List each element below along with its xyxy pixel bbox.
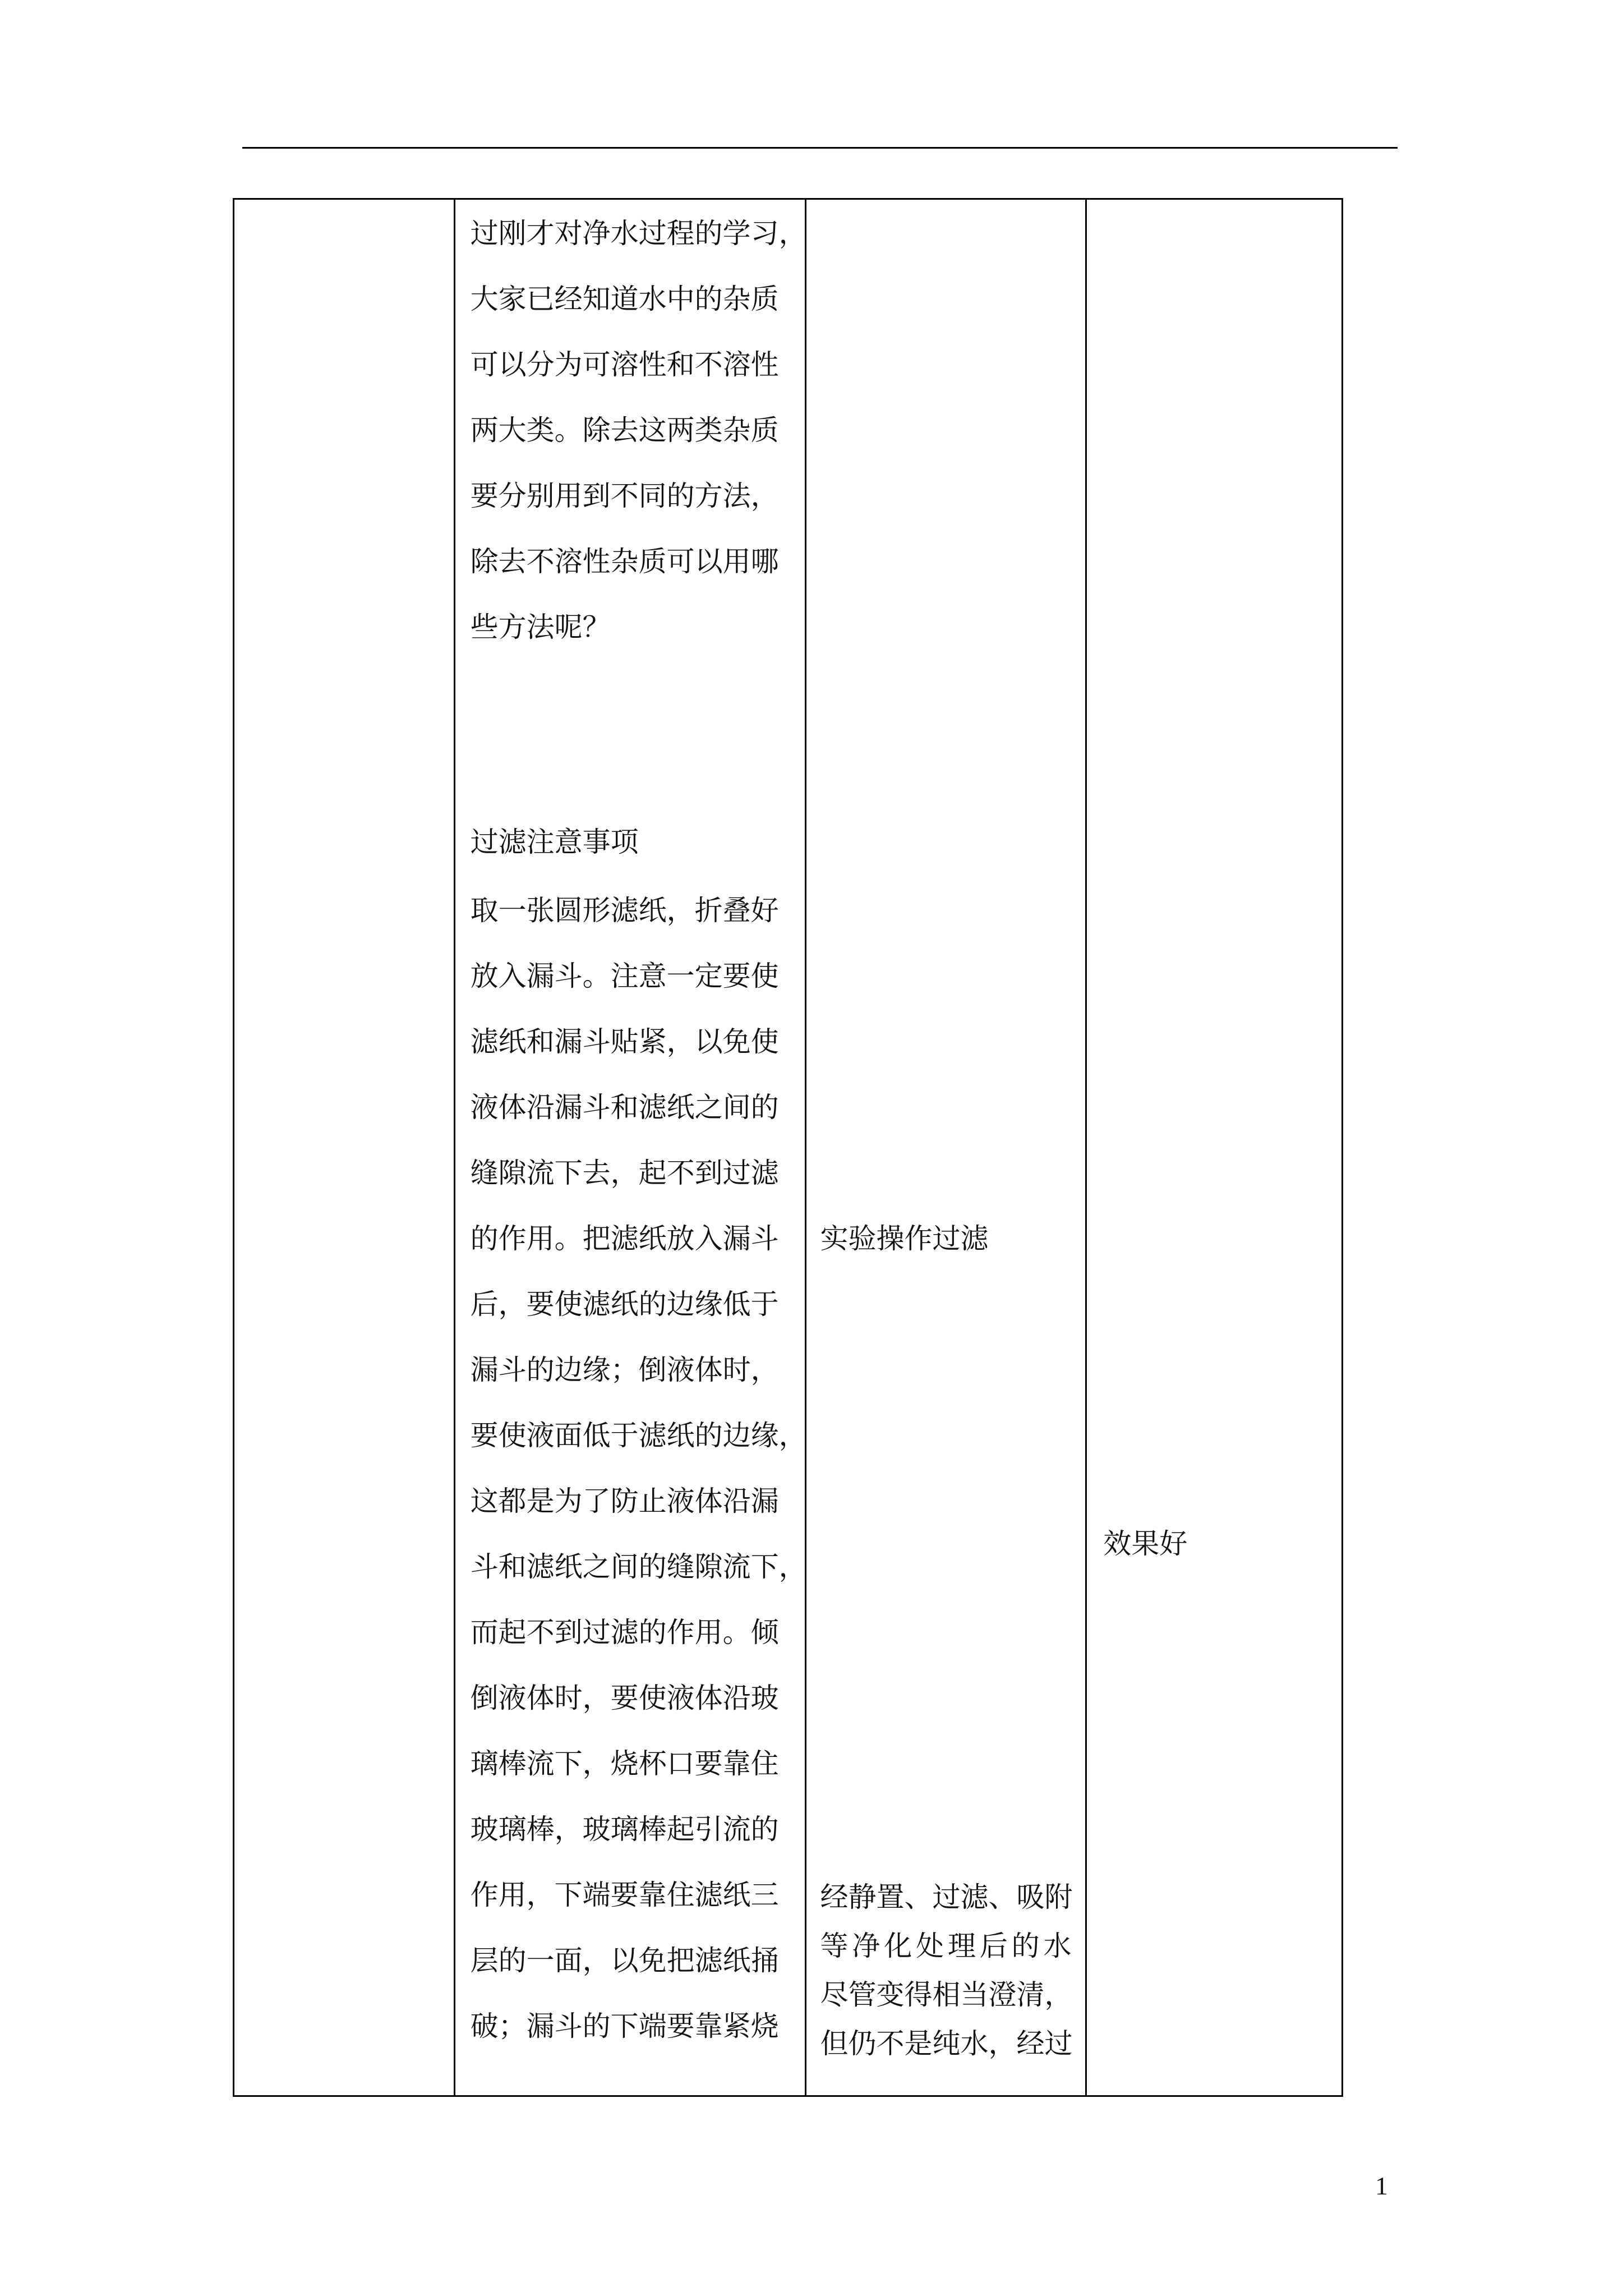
- text-line: 液体沿漏斗和滤纸之间的: [470, 1091, 779, 1124]
- text-line: 破；漏斗的下端要靠紧烧: [470, 2010, 779, 2042]
- text-line: 过刚才对净水过程的学习，: [470, 217, 807, 250]
- text-line: 玻璃棒，玻璃棒起引流的: [470, 1813, 779, 1846]
- text-line: 斗和滤纸之间的缝隙流下，: [470, 1550, 807, 1583]
- activity-label: 实验操作过滤: [820, 1222, 989, 1255]
- text-line: 放入漏斗。注意一定要使: [470, 960, 779, 992]
- result-label: 效果好: [1103, 1527, 1188, 1560]
- teacher-activity-cell: [454, 199, 805, 2096]
- text-line: 等净化处理后的水: [820, 1930, 1072, 1962]
- text-line: 尽管变得相当澄清，: [820, 1978, 1073, 2011]
- text-line: 而起不到过滤的作用。倾: [470, 1616, 779, 1649]
- text-line: 层的一面，以免把滤纸捅: [470, 1944, 779, 1977]
- empty-cell: [234, 199, 455, 2096]
- page-number: 1: [1375, 2171, 1388, 2200]
- text-line: 但仍不是纯水，经过: [820, 2027, 1073, 2060]
- text-line: 两大类。除去这两类杂质: [470, 414, 779, 447]
- text-line: 漏斗的边缘；倒液体时，: [470, 1354, 779, 1386]
- text-line: 经静置、过滤、吸附: [820, 1881, 1073, 1913]
- text-line: 要分别用到不同的方法，: [470, 480, 779, 512]
- text-line: 些方法呢？: [470, 611, 611, 643]
- lesson-table: [233, 198, 1343, 2097]
- text-line: 倒液体时，要使液体沿玻: [470, 1682, 779, 1714]
- text-line: 作用，下端要靠住滤纸三: [470, 1879, 779, 1911]
- result-cell: [1086, 199, 1343, 2096]
- text-line: 后，要使滤纸的边缘低于: [470, 1288, 779, 1320]
- text-line: 可以分为可溶性和不溶性: [470, 348, 779, 381]
- section-heading: 过滤注意事项: [470, 826, 639, 858]
- text-line: 要使液面低于滤纸的边缘，: [470, 1419, 807, 1452]
- text-line: 滤纸和漏斗贴紧，以免使: [470, 1025, 779, 1058]
- text-line: 大家已经知道水中的杂质: [470, 283, 779, 315]
- text-line: 取一张圆形滤纸，折叠好: [470, 894, 779, 927]
- text-line: 除去不溶性杂质可以用哪: [470, 545, 779, 578]
- text-line: 的作用。把滤纸放入漏斗: [470, 1222, 779, 1255]
- table-row: [234, 199, 1343, 2096]
- text-line: 这都是为了防止液体沿漏: [470, 1485, 779, 1517]
- text-line: 缝隙流下去，起不到过滤: [470, 1157, 779, 1189]
- text-line: 璃棒流下，烧杯口要靠住: [470, 1747, 779, 1780]
- header-rule: [242, 147, 1398, 149]
- student-activity-cell: [805, 199, 1086, 2096]
